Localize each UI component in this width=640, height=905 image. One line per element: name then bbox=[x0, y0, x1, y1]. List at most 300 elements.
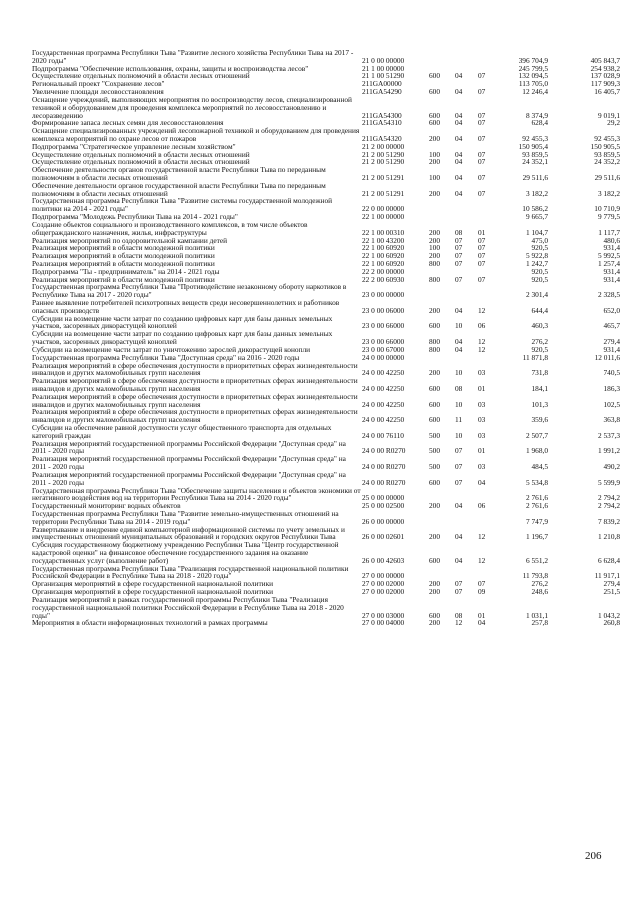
target-article-code: 22 1 00 60920 bbox=[362, 243, 405, 253]
expense-type-code: 600 bbox=[429, 110, 441, 120]
subsection-code: 12 bbox=[478, 555, 486, 565]
subsection-code: 01 bbox=[478, 610, 486, 620]
amount-year-1: 2 761,6 bbox=[525, 493, 548, 503]
amount-year-2: 260,8 bbox=[603, 618, 620, 628]
amount-year-1: 11 871,8 bbox=[522, 352, 548, 362]
row-name: Увеличение площади лесовосстановления bbox=[32, 87, 164, 97]
table-row bbox=[32, 126, 620, 143]
row-name: Обеспечение деятельности органов государственной власти Республики Тыва по переданным полномочиям в области лесных отношений bbox=[32, 165, 326, 182]
target-article-code: 22 1 00 60920 bbox=[362, 251, 405, 261]
amount-year-1: 475,0 bbox=[531, 235, 548, 245]
amount-year-1: 2 301,4 bbox=[525, 290, 548, 300]
target-article-code: 22 1 00 60920 bbox=[362, 258, 405, 268]
expense-type-code: 100 bbox=[429, 149, 441, 159]
row-name: Формирование запаса лесных семян для лесовосстановления bbox=[32, 118, 224, 128]
row-name: Осуществление отдельных полномочий в области лесных отношений bbox=[32, 157, 250, 167]
section-code: 07 bbox=[455, 235, 463, 245]
table-row bbox=[32, 618, 620, 628]
table-row bbox=[32, 313, 620, 331]
section-code: 07 bbox=[455, 274, 463, 284]
subsection-code: 04 bbox=[478, 477, 486, 487]
expense-type-code: 200 bbox=[429, 587, 441, 597]
target-article-code: 27 0 00 02000 bbox=[362, 579, 405, 589]
target-article-code: 23 0 00 67000 bbox=[362, 344, 405, 354]
expense-type-code: 600 bbox=[429, 415, 441, 425]
row-name: Создание объектов социального и производственного комплексов, в том числе объектов общегражданского назначения, жилья, инфраструктуры bbox=[32, 219, 308, 237]
expense-type-code: 200 bbox=[429, 157, 441, 167]
table-row bbox=[32, 282, 620, 300]
amount-year-2: 5 992,5 bbox=[597, 251, 620, 261]
amount-year-2: 24 352,2 bbox=[594, 157, 620, 167]
row-name: Субсидия государственному бюджетному учреждению Республики Тыва "Центр государственной кадастровой оценки" на финансовое обеспечение государственного задания на оказание государственных услуг (выполнение работ) bbox=[32, 540, 339, 565]
row-name: Реализация мероприятий в области молодежной политики bbox=[32, 258, 215, 268]
expense-type-code: 600 bbox=[429, 610, 441, 620]
target-article-code: 23 0 00 66000 bbox=[362, 337, 405, 347]
subsection-code: 06 bbox=[478, 501, 486, 511]
section-code: 08 bbox=[455, 610, 463, 620]
target-article-code: 211GA54310 bbox=[362, 118, 402, 128]
section-code: 07 bbox=[455, 579, 463, 589]
section-code: 04 bbox=[455, 337, 463, 347]
row-name: Организация мероприятий в сфере государственной национальной политики bbox=[32, 587, 274, 597]
section-code: 04 bbox=[455, 532, 463, 542]
subsection-code: 03 bbox=[478, 430, 486, 440]
table-row bbox=[32, 391, 620, 409]
amount-year-1: 184,1 bbox=[531, 383, 548, 393]
subsection-code: 07 bbox=[478, 133, 486, 143]
amount-year-2: 7 839,2 bbox=[597, 516, 620, 526]
target-article-code: 24 0 00 42250 bbox=[362, 383, 405, 393]
subsection-code: 12 bbox=[478, 532, 486, 542]
section-code: 10 bbox=[455, 399, 463, 409]
amount-year-1: 101,3 bbox=[531, 399, 548, 409]
subsection-code: 01 bbox=[478, 446, 486, 456]
target-article-code: 26 0 00 02601 bbox=[362, 532, 405, 542]
amount-year-2: 480,6 bbox=[603, 235, 620, 245]
expense-type-code: 500 bbox=[429, 430, 441, 440]
row-name: Государственная программа Республики Тыва "Развитие системы государственной молодежной политики на 2014 - 2021 годы" bbox=[32, 196, 333, 214]
target-article-code: 211GA54320 bbox=[362, 133, 402, 143]
row-name: Реализация мероприятий в сфере обеспечения доступности в приоритетных сферах жизнедеятельности инвалидов и других маломобильных групп населения bbox=[32, 391, 358, 409]
table-row bbox=[32, 329, 620, 347]
target-article-code: 23 0 00 66000 bbox=[362, 321, 405, 331]
amount-year-2: 186,3 bbox=[603, 383, 620, 393]
expense-type-code: 600 bbox=[429, 321, 441, 331]
row-name: Организация мероприятий в сфере государственной национальной политики bbox=[32, 579, 274, 589]
row-name: Осуществление отдельных полномочий в области лесных отношений bbox=[32, 71, 250, 81]
amount-year-1: 10 586,2 bbox=[522, 204, 548, 214]
amount-year-2: 12 011,6 bbox=[594, 352, 620, 362]
table-row bbox=[32, 563, 620, 581]
row-name: Государственная программа Республики Тыва "Обеспечение защиты населения и объектов экономики от негативного воздействия вод на территории Республики Тыва на 2014 - 2020 годы" bbox=[32, 485, 361, 503]
subsection-code: 12 bbox=[478, 344, 486, 354]
expense-type-code: 200 bbox=[429, 133, 441, 143]
row-name: Подпрограмма "Ты - предприниматель" на 2014 - 2021 годы bbox=[32, 266, 220, 276]
target-article-code: 27 0 00 02000 bbox=[362, 587, 405, 597]
expense-type-code: 600 bbox=[429, 71, 441, 81]
subsection-code: 07 bbox=[478, 71, 486, 81]
amount-year-2: 931,4 bbox=[603, 274, 620, 284]
target-article-code: 21 2 00 00000 bbox=[362, 141, 405, 151]
table-row bbox=[32, 508, 620, 526]
target-article-code: 24 0 00 76110 bbox=[362, 430, 404, 440]
subsection-code: 07 bbox=[478, 173, 486, 182]
target-article-code: 21 1 00 51290 bbox=[362, 71, 405, 81]
expense-type-code: 200 bbox=[429, 227, 441, 237]
amount-year-1: 644,4 bbox=[531, 305, 548, 315]
section-code: 12 bbox=[455, 618, 463, 628]
amount-year-2: 1 257,4 bbox=[597, 258, 620, 268]
section-code: 04 bbox=[455, 344, 463, 354]
table-row bbox=[32, 360, 620, 378]
amount-year-1: 2 507,7 bbox=[525, 430, 548, 440]
amount-year-1: 2 761,6 bbox=[525, 501, 548, 511]
row-name: Подпрограмма "Стратегическое управление лесным хозяйством" bbox=[32, 141, 236, 151]
amount-year-2: 16 405,7 bbox=[594, 87, 620, 97]
section-code: 04 bbox=[455, 149, 463, 159]
amount-year-1: 484,5 bbox=[531, 462, 548, 472]
target-article-code: 23 0 00 00000 bbox=[362, 290, 405, 300]
row-name: Государственная программа Республики Тыва "Доступная среда" на 2016 - 2020 годы bbox=[32, 352, 300, 362]
amount-year-1: 1 104,7 bbox=[525, 227, 548, 237]
amount-year-1: 113 705,0 bbox=[518, 79, 548, 89]
expense-type-code: 200 bbox=[429, 532, 441, 542]
expense-type-code: 200 bbox=[429, 305, 441, 315]
expense-type-code: 500 bbox=[429, 462, 441, 472]
row-name: Реализация мероприятий государственной программы Российской Федерации "Доступная среда" на 2011 - 2020 годы bbox=[32, 438, 346, 456]
amount-year-2: 251,5 bbox=[603, 587, 620, 597]
section-code: 07 bbox=[455, 258, 463, 268]
amount-year-2: 490,2 bbox=[603, 462, 620, 472]
section-code: 10 bbox=[455, 321, 463, 331]
expense-type-code: 600 bbox=[429, 477, 441, 487]
amount-year-2: 1 043,2 bbox=[597, 610, 620, 620]
section-code: 10 bbox=[455, 430, 463, 440]
row-name: Реализация мероприятий в области молодежной политики bbox=[32, 251, 215, 261]
table-row bbox=[32, 469, 620, 487]
amount-year-2: 6 628,4 bbox=[597, 555, 620, 565]
amount-year-1: 257,8 bbox=[531, 618, 548, 628]
subsection-code: 04 bbox=[478, 618, 486, 628]
expense-type-code: 800 bbox=[429, 258, 441, 268]
target-article-code: 27 0 00 00000 bbox=[362, 571, 405, 581]
subsection-code: 07 bbox=[478, 251, 486, 261]
section-code: 07 bbox=[455, 243, 463, 253]
amount-year-1: 29 511,6 bbox=[522, 173, 548, 182]
row-name: Реализация мероприятий в сфере обеспечения доступности в приоритетных сферах жизнедеятельности инвалидов и других маломобильных групп населения bbox=[32, 407, 358, 425]
amount-year-2: 465,7 bbox=[603, 321, 620, 331]
subsection-code: 07 bbox=[478, 118, 486, 128]
amount-year-2: 1 210,8 bbox=[597, 532, 620, 542]
row-name: Подпрограмма "Молодежь Республики Тыва на 2014 - 2021 годы" bbox=[32, 212, 238, 222]
amount-year-1: 93 859,5 bbox=[522, 149, 548, 159]
amount-year-1: 150 905,4 bbox=[518, 141, 548, 151]
table-row bbox=[32, 219, 620, 237]
target-article-code: 24 0 00 R0270 bbox=[362, 446, 406, 456]
amount-year-1: 920,5 bbox=[531, 344, 548, 354]
row-name: Реализация мероприятий по оздоровительной кампании детей bbox=[32, 235, 228, 245]
target-article-code: 24 0 00 42250 bbox=[362, 399, 405, 409]
amount-year-2: 3 182,2 bbox=[597, 188, 620, 198]
subsection-code: 01 bbox=[478, 383, 486, 393]
table-row bbox=[32, 180, 620, 198]
section-code: 04 bbox=[455, 118, 463, 128]
subsection-code: 07 bbox=[478, 258, 486, 268]
section-code: 04 bbox=[455, 188, 463, 198]
amount-year-1: 1 031,1 bbox=[525, 610, 548, 620]
amount-year-2: 137 028,9 bbox=[590, 71, 620, 81]
row-name: Осуществление отдельных полномочий в области лесных отношений bbox=[32, 149, 250, 159]
amount-year-1: 276,2 bbox=[531, 579, 548, 589]
target-article-code: 26 0 00 42603 bbox=[362, 555, 405, 565]
expense-type-code: 200 bbox=[429, 368, 441, 378]
target-article-code: 21 2 00 51291 bbox=[362, 173, 405, 182]
row-name: Реализация мероприятий в области молодежной политики bbox=[32, 274, 215, 284]
amount-year-1: 245 799,5 bbox=[518, 63, 548, 73]
subsection-code: 03 bbox=[478, 462, 486, 472]
subsection-code: 01 bbox=[478, 227, 486, 237]
target-article-code: 211GA00000 bbox=[362, 79, 402, 89]
row-name: Мероприятия в области информационных технологий в рамках программы bbox=[32, 618, 268, 628]
target-article-code: 24 0 00 00000 bbox=[362, 352, 405, 362]
table-row bbox=[32, 298, 620, 315]
section-code: 04 bbox=[455, 71, 463, 81]
target-article-code: 23 0 00 06000 bbox=[362, 305, 405, 315]
row-name: Развертывание и внедрение единой компьютерной информационной системы по учету земельных и имущественных отношений муниципальных образований и городских округов Республики Тыва bbox=[32, 524, 345, 542]
target-article-code: 21 2 00 51291 bbox=[362, 188, 405, 198]
expense-type-code: 200 bbox=[429, 188, 441, 198]
row-name: Раннее выявление потребителей психотропных веществ среди несовершеннолетних и работников опасных производств bbox=[32, 298, 340, 315]
amount-year-1: 8 374,9 bbox=[525, 110, 548, 120]
section-code: 04 bbox=[455, 173, 463, 182]
budget-table bbox=[32, 48, 620, 628]
target-article-code: 22 2 00 00000 bbox=[362, 266, 405, 276]
amount-year-2: 29 511,6 bbox=[594, 173, 620, 182]
expense-type-code: 200 bbox=[429, 501, 441, 511]
row-name: Субсидии на возмещение части затрат по уничтожению зарослей дикорастущей конопли bbox=[32, 344, 311, 354]
target-article-code: 24 0 00 42250 bbox=[362, 368, 405, 378]
target-article-code: 21 2 00 51290 bbox=[362, 157, 405, 167]
amount-year-1: 12 246,4 bbox=[522, 87, 548, 97]
expense-type-code: 600 bbox=[429, 87, 441, 97]
amount-year-1: 5 922,8 bbox=[525, 251, 548, 261]
expense-type-code: 100 bbox=[429, 243, 441, 253]
amount-year-1: 92 455,3 bbox=[522, 133, 548, 143]
amount-year-2: 9 019,1 bbox=[597, 110, 620, 120]
subsection-code: 03 bbox=[478, 399, 486, 409]
amount-year-1: 248,6 bbox=[531, 587, 548, 597]
row-name: Подпрограмма "Обеспечение использования, охраны, защиты и воспроизводства лесов" bbox=[32, 63, 309, 73]
table-row bbox=[32, 196, 620, 214]
table-row bbox=[32, 423, 620, 440]
amount-year-1: 359,6 bbox=[531, 415, 548, 425]
table-row bbox=[32, 485, 620, 503]
amount-year-2: 405 843,7 bbox=[590, 55, 620, 65]
amount-year-2: 102,5 bbox=[603, 399, 620, 409]
section-code: 04 bbox=[455, 157, 463, 167]
target-article-code: 21 1 00 00000 bbox=[362, 63, 405, 73]
section-code: 08 bbox=[455, 383, 463, 393]
subsection-code: 07 bbox=[478, 188, 486, 198]
amount-year-1: 731,8 bbox=[531, 368, 548, 378]
amount-year-1: 628,4 bbox=[531, 118, 548, 128]
table-row bbox=[32, 524, 620, 542]
row-name: Реализация мероприятий государственной программы Российской Федерации "Доступная среда" на 2011 - 2020 годы bbox=[32, 454, 346, 472]
target-article-code: 27 0 00 04000 bbox=[362, 618, 405, 628]
table-row bbox=[32, 94, 620, 120]
section-code: 04 bbox=[455, 110, 463, 120]
amount-year-1: 920,5 bbox=[531, 266, 548, 276]
section-code: 07 bbox=[455, 477, 463, 487]
expense-type-code: 200 bbox=[429, 579, 441, 589]
row-name: Субсидии на возмещение части затрат по созданию цифровых карт для базы данных земельных участков, засоренных дикорастущей коноплей bbox=[32, 329, 333, 347]
page-number: 206 bbox=[585, 850, 602, 862]
table-row bbox=[32, 438, 620, 456]
table-row bbox=[32, 48, 620, 65]
row-name: Субсидии на возмещение части затрат по созданию цифровых карт для базы данных земельных участков, засоренных дикорастущей коноплей bbox=[32, 313, 333, 331]
amount-year-1: 6 551,2 bbox=[525, 555, 548, 565]
amount-year-1: 7 747,9 bbox=[525, 516, 548, 526]
target-article-code: 22 1 00 00310 bbox=[362, 227, 405, 237]
amount-year-2: 10 710,9 bbox=[594, 204, 620, 214]
table-row bbox=[32, 594, 620, 620]
amount-year-2: 9 779,5 bbox=[597, 212, 620, 222]
amount-year-1: 460,3 bbox=[531, 321, 548, 331]
subsection-code: 12 bbox=[478, 337, 486, 347]
section-code: 07 bbox=[455, 446, 463, 456]
amount-year-1: 24 352,1 bbox=[522, 157, 548, 167]
amount-year-1: 920,5 bbox=[531, 274, 548, 284]
target-article-code: 21 2 00 51290 bbox=[362, 149, 405, 159]
table-row bbox=[32, 376, 620, 393]
amount-year-2: 2 794,2 bbox=[597, 501, 620, 511]
expense-type-code: 600 bbox=[429, 118, 441, 128]
target-article-code: 22 0 00 00000 bbox=[362, 204, 405, 214]
subsection-code: 07 bbox=[478, 579, 486, 589]
section-code: 07 bbox=[455, 587, 463, 597]
amount-year-1: 132 094,5 bbox=[518, 71, 548, 81]
row-name: Оснащение специализированных учреждений лесопожарной техникой и оборудованием для проведения комплекса мероприятий по охране лесов от пожаров bbox=[32, 126, 360, 143]
section-code: 04 bbox=[455, 305, 463, 315]
subsection-code: 07 bbox=[478, 149, 486, 159]
amount-year-1: 276,2 bbox=[531, 337, 548, 347]
subsection-code: 07 bbox=[478, 243, 486, 253]
row-name: Обеспечение деятельности органов государственной власти Республики Тыва по переданным полномочиям в области лесных отношений bbox=[32, 180, 326, 198]
amount-year-2: 254 938,2 bbox=[590, 63, 620, 73]
section-code: 07 bbox=[455, 462, 463, 472]
amount-year-2: 931,4 bbox=[603, 266, 620, 276]
table-row bbox=[32, 407, 620, 425]
amount-year-2: 279,4 bbox=[603, 337, 620, 347]
section-code: 04 bbox=[455, 133, 463, 143]
target-article-code: 22 1 00 43200 bbox=[362, 235, 405, 245]
amount-year-2: 117 909,3 bbox=[590, 79, 620, 89]
row-name: Реализация мероприятий в рамках государственной программы Республики Тыва "Реализация государственной национальной политики Российской Федерации в Республике Тыва на 2018 - 2020 годы" bbox=[32, 594, 344, 620]
amount-year-2: 2 794,2 bbox=[597, 493, 620, 503]
amount-year-2: 931,4 bbox=[603, 243, 620, 253]
row-name: Государственная программа Республики Тыва "Реализация государственной национальной политики Российской Федерации в Республике Тыва на 2018 - 2020 годы" bbox=[32, 563, 349, 581]
expense-type-code: 600 bbox=[429, 399, 441, 409]
section-code: 04 bbox=[455, 555, 463, 565]
target-article-code: 26 0 00 00000 bbox=[362, 516, 405, 526]
section-code: 07 bbox=[455, 251, 463, 261]
amount-year-2: 92 455,3 bbox=[594, 133, 620, 143]
amount-year-1: 9 665,7 bbox=[525, 212, 548, 222]
target-article-code: 22 2 00 60930 bbox=[362, 274, 405, 284]
target-article-code: 25 0 00 00000 bbox=[362, 493, 405, 503]
row-name: Реализация мероприятий в сфере обеспечения доступности в приоритетных сферах жизнедеятельности инвалидов и других маломобильных групп населения bbox=[32, 360, 358, 378]
table-row bbox=[32, 165, 620, 182]
expense-type-code: 200 bbox=[429, 251, 441, 261]
amount-year-1: 5 534,8 bbox=[525, 477, 548, 487]
amount-year-1: 1 242,7 bbox=[525, 258, 548, 268]
target-article-code: 211GA54290 bbox=[362, 87, 402, 97]
subsection-code: 07 bbox=[478, 87, 486, 97]
row-name: Оснащение учреждений, выполняющих мероприятия по воспроизводству лесов, специализированной техникой и оборудованием для проведения комплекса мероприятий по лесовосстановлению и лесоразведению bbox=[32, 94, 352, 120]
expense-type-code: 100 bbox=[429, 173, 441, 182]
amount-year-2: 1 117,7 bbox=[598, 227, 620, 237]
amount-year-2: 2 328,5 bbox=[597, 290, 620, 300]
amount-year-1: 1 968,0 bbox=[525, 446, 548, 456]
amount-year-2: 1 991,2 bbox=[597, 446, 620, 456]
amount-year-2: 29,2 bbox=[607, 118, 620, 128]
amount-year-2: 363,8 bbox=[603, 415, 620, 425]
expense-type-code: 600 bbox=[429, 555, 441, 565]
target-article-code: 24 0 00 R0270 bbox=[362, 477, 406, 487]
subsection-code: 09 bbox=[478, 587, 486, 597]
subsection-code: 07 bbox=[478, 274, 486, 284]
expense-type-code: 800 bbox=[429, 344, 441, 354]
amount-year-2: 150 905,5 bbox=[590, 141, 620, 151]
subsection-code: 07 bbox=[478, 110, 486, 120]
row-name: Субсидии на обеспечение равной доступности услуг общественного транспорта для отдельных категорий граждан bbox=[32, 423, 332, 440]
row-name: Государственный мониторинг водных объектов bbox=[32, 501, 181, 511]
section-code: 08 bbox=[455, 227, 463, 237]
target-article-code: 22 1 00 00000 bbox=[362, 212, 405, 222]
amount-year-2: 740,5 bbox=[603, 368, 620, 378]
section-code: 10 bbox=[455, 368, 463, 378]
amount-year-2: 931,4 bbox=[603, 344, 620, 354]
amount-year-2: 2 537,3 bbox=[597, 430, 620, 440]
section-code: 04 bbox=[455, 87, 463, 97]
table-row bbox=[32, 540, 620, 565]
subsection-code: 03 bbox=[478, 415, 486, 425]
section-code: 04 bbox=[455, 501, 463, 511]
row-name: Реализация мероприятий государственной программы Российской Федерации "Доступная среда" на 2011 - 2020 годы bbox=[32, 469, 346, 487]
amount-year-2: 652,0 bbox=[603, 305, 620, 315]
subsection-code: 07 bbox=[478, 157, 486, 167]
target-article-code: 24 0 00 R0270 bbox=[362, 462, 406, 472]
row-name: Государственная программа Республики Тыва "Противодействие незаконному обороту наркотиков в Республике Тыва на 2017 - 2020 годы" bbox=[32, 282, 347, 300]
row-name: Реализация мероприятий в области молодежной политики bbox=[32, 243, 215, 253]
target-article-code: 211GA54300 bbox=[362, 110, 402, 120]
row-name: Реализация мероприятий в сфере обеспечения доступности в приоритетных сферах жизнедеятельности инвалидов и других маломобильных групп населения bbox=[32, 376, 358, 393]
target-article-code: 27 0 00 03000 bbox=[362, 610, 405, 620]
row-name: Региональный проект "Сохранение лесов" bbox=[32, 79, 165, 89]
target-article-code: 24 0 00 42250 bbox=[362, 415, 405, 425]
table-row bbox=[32, 454, 620, 472]
amount-year-1: 3 182,2 bbox=[525, 188, 548, 198]
row-name: Государственная программа Республики Тыва "Развитие земельно-имущественных отношений на территории Республики Тыва на 2014 - 2019 годы" bbox=[32, 508, 339, 526]
subsection-code: 06 bbox=[478, 321, 486, 331]
row-name: Государственная программа Республики Тыва "Развитие лесного хозяйства Республики Тыва на 2017 - 2020 годы" bbox=[32, 48, 354, 65]
expense-type-code: 500 bbox=[429, 446, 441, 456]
amount-year-1: 1 196,7 bbox=[525, 532, 548, 542]
target-article-code: 25 0 00 02500 bbox=[362, 501, 405, 511]
amount-year-2: 279,4 bbox=[603, 579, 620, 589]
subsection-code: 03 bbox=[478, 368, 486, 378]
amount-year-2: 93 859,5 bbox=[594, 149, 620, 159]
